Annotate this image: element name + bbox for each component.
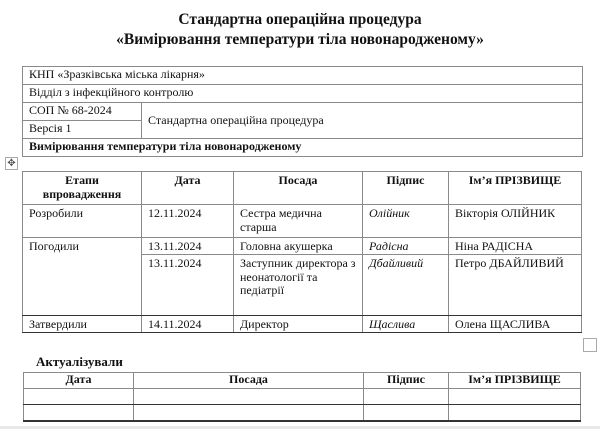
date-cell[interactable]: 13.11.2024 <box>142 255 234 316</box>
col-header-date: Дата <box>24 373 134 389</box>
signature-cell[interactable]: Щаслива <box>363 316 449 333</box>
col-header-position: Посада <box>234 172 363 205</box>
signature-cell[interactable] <box>364 389 449 405</box>
date-cell[interactable]: 12.11.2024 <box>142 205 234 238</box>
signature-cell[interactable]: Радісна <box>363 238 449 255</box>
stage-cell[interactable]: Погодили <box>23 238 142 316</box>
col-header-position: Посада <box>134 373 364 389</box>
position-cell[interactable]: Сестра медична старша <box>234 205 363 238</box>
col-header-stage: Етапи впровадження <box>23 172 142 205</box>
stage-cell[interactable]: Розробили <box>23 205 142 238</box>
col-header-name: Ім’я ПРІЗВИЩЕ <box>449 373 581 389</box>
signature-cell[interactable] <box>364 405 449 422</box>
position-cell[interactable]: Головна акушерка <box>234 238 363 255</box>
date-cell[interactable]: 14.11.2024 <box>142 316 234 333</box>
date-cell[interactable] <box>24 389 134 405</box>
col-header-name: Ім’я ПРІЗВИЩЕ <box>449 172 582 205</box>
name-cell[interactable] <box>449 389 581 405</box>
procedure-name-cell[interactable]: Вимірювання температури тіла новонародженому <box>23 139 583 157</box>
table-row <box>23 205 582 238</box>
col-header-date: Дата <box>142 172 234 205</box>
date-cell[interactable] <box>24 405 134 422</box>
document-title-line-2: «Вимірювання температури тіла новонародженому» <box>116 31 484 48</box>
name-cell[interactable]: Вікторія ОЛІЙНИК <box>449 205 582 238</box>
name-cell[interactable]: Олена ЩАСЛИВА <box>449 316 582 333</box>
doc-type-cell[interactable]: Стандартна операційна процедура <box>142 103 583 139</box>
position-cell[interactable] <box>134 389 364 405</box>
position-cell[interactable]: Директор <box>234 316 363 333</box>
table-row <box>23 238 582 255</box>
sop-number-cell[interactable]: СОП № 68-2024 <box>23 103 142 121</box>
signature-cell[interactable]: Дбайливий <box>363 255 449 316</box>
col-header-signature: Підпис <box>363 172 449 205</box>
name-cell[interactable]: Ніна РАДІСНА <box>449 238 582 255</box>
document-title-line-1: Стандартна операційна процедура <box>178 11 422 28</box>
resize-icon[interactable] <box>583 338 597 352</box>
table-row <box>23 316 582 333</box>
version-cell[interactable]: Версія 1 <box>23 121 142 139</box>
position-cell[interactable] <box>134 405 364 422</box>
signature-cell[interactable]: Олійник <box>363 205 449 238</box>
approval-table <box>22 171 582 333</box>
organization-cell[interactable]: КНП «Зразківська міська лікарня» <box>23 67 583 85</box>
department-cell[interactable]: Відділ з інфекційного контролю <box>23 85 583 103</box>
stage-cell[interactable]: Затвердили <box>23 316 142 333</box>
table-header-row <box>24 373 581 389</box>
position-cell[interactable]: Заступник директора з неонатології та педіатрії <box>234 255 363 316</box>
name-cell[interactable] <box>449 405 581 422</box>
date-cell[interactable]: 13.11.2024 <box>142 238 234 255</box>
header-info-table <box>22 66 583 157</box>
col-header-signature: Підпис <box>364 373 449 389</box>
name-cell[interactable]: Петро ДБАЙЛИВИЙ <box>449 255 582 316</box>
table-row <box>24 389 581 405</box>
table-header-row <box>23 172 582 205</box>
move-icon[interactable]: ✥ <box>5 157 18 170</box>
updated-section-label: Актуалізували <box>36 354 123 369</box>
table-row <box>24 405 581 422</box>
updates-table <box>23 372 581 422</box>
